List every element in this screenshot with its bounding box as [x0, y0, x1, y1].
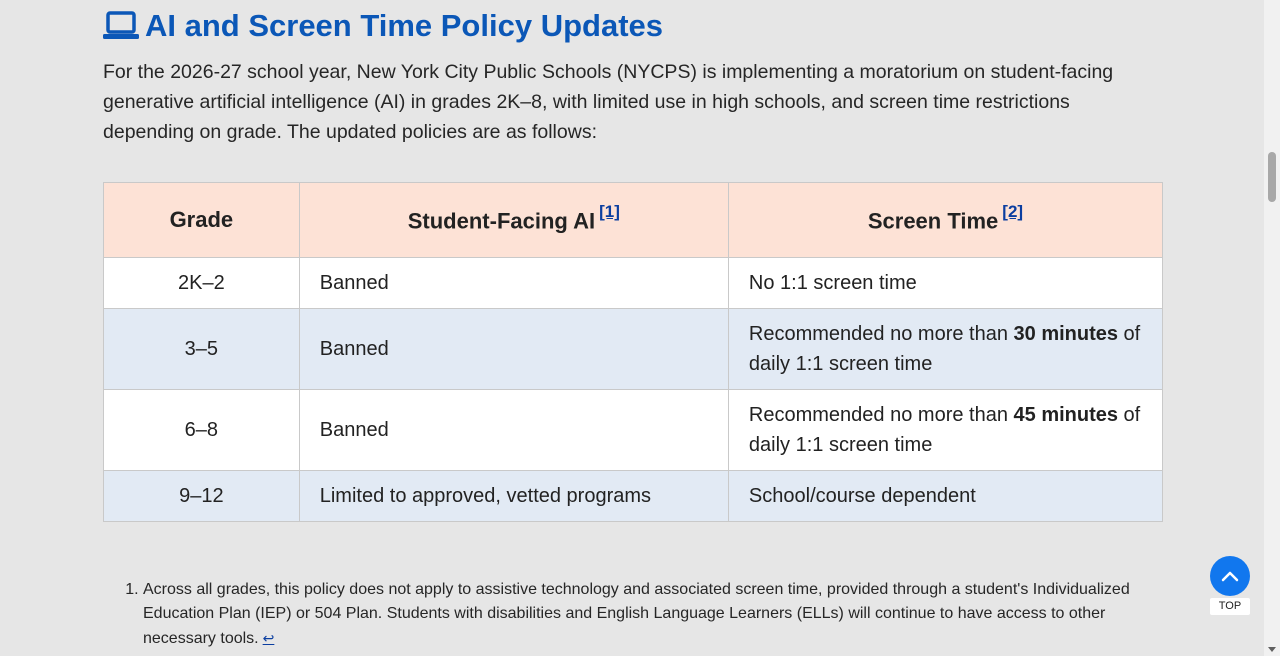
footnote-ref-2[interactable]: [2]	[1002, 202, 1024, 222]
grade-cell: 2K–2	[104, 258, 300, 309]
screen-time-text: Recommended no more than	[748, 404, 1014, 426]
grade-cell: 9–12	[104, 471, 300, 522]
table-row	[104, 309, 1163, 390]
footnote-backlink[interactable]: ↩	[262, 630, 275, 646]
table-row	[104, 471, 1163, 522]
scroll-down-arrow-icon[interactable]	[1268, 647, 1276, 652]
footnotes	[125, 578, 1145, 651]
screen-time-cell	[728, 471, 1162, 522]
header-grade	[104, 183, 300, 258]
footnote-ref-1[interactable]: [1]	[599, 202, 620, 222]
screen-time-text: School/course dependent	[748, 485, 976, 507]
screen-time-text: of daily 1:1 screen time	[748, 323, 1141, 375]
header-screen-time	[728, 183, 1162, 258]
chevron-up-icon	[1221, 570, 1239, 582]
policy-table	[103, 182, 1163, 522]
header-student-ai-label: Student-Facing AI	[407, 208, 596, 234]
scrollbar-thumb[interactable]	[1268, 152, 1276, 202]
back-to-top-label[interactable]: TOP	[1210, 598, 1250, 615]
page-title-text: AI and Screen Time Policy Updates	[145, 8, 663, 43]
ai-cell: Banned	[299, 390, 728, 471]
screen-time-text: of daily 1:1 screen time	[748, 404, 1141, 456]
ai-cell: Banned	[299, 309, 728, 390]
table-row	[104, 390, 1163, 471]
header-student-ai	[299, 183, 728, 258]
vertical-scrollbar[interactable]	[1264, 0, 1280, 656]
page-title	[103, 8, 663, 44]
laptop-icon	[103, 11, 139, 41]
footnote-item	[143, 578, 1145, 651]
screen-time-cell	[728, 258, 1162, 309]
ai-cell: Banned	[299, 258, 728, 309]
header-screen-time-label: Screen Time	[867, 208, 999, 234]
grade-cell: 6–8	[104, 390, 300, 471]
header-grade-label: Grade	[169, 207, 234, 232]
intro-paragraph: For the 2026-27 school year, New York City Public Schools (NYCPS) is implementing a moratorium on student-facing generative artificial intelligence (AI) in grades 2K–8, with limited use in high schools, and screen time restrictions depending on grade. The updated policies are as follows:	[103, 61, 1114, 143]
screen-time-text: No 1:1 screen time	[748, 272, 917, 294]
screen-time-text: Recommended no more than	[748, 323, 1014, 345]
screen-time-limit: 30 minutes	[1013, 323, 1118, 345]
screen-time-limit: 45 minutes	[1013, 404, 1118, 426]
grade-cell: 3–5	[104, 309, 300, 390]
table-row	[104, 258, 1163, 309]
screen-time-cell	[728, 390, 1162, 471]
footnote-text: Across all grades, this policy does not apply to assistive technology and associated screen time, provided through a student's Individualized Education Plan (IEP) or 504 Plan. Students with disabilities and English Language Learners (ELLs) will continue to have access to other necessary tools.	[143, 581, 1130, 647]
back-to-top-button[interactable]	[1210, 556, 1250, 596]
ai-cell: Limited to approved, vetted programs	[299, 471, 728, 522]
screen-time-cell	[728, 309, 1162, 390]
table-header-row	[104, 183, 1163, 258]
